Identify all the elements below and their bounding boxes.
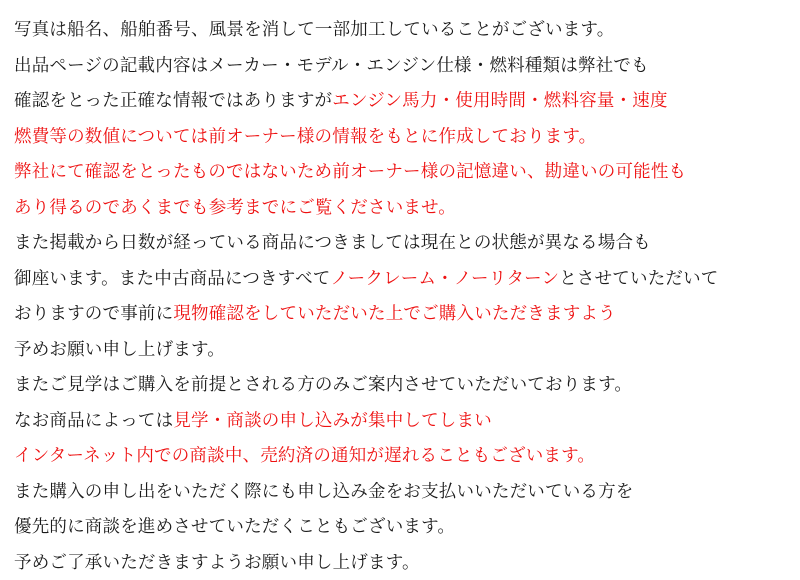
body-text: 写真は船名、船舶番号、風景を消して一部加工していることがございます。 — [14, 19, 614, 39]
emphasis-text: 燃費等の数値については前オーナー様の情報をもとに作成しております。 — [14, 126, 596, 146]
body-text: また購入の申し出をいただく際にも申し込み金をお支払いいただいている方を — [14, 481, 634, 501]
body-text: なお商品によっては — [14, 410, 173, 430]
notice-line — [14, 438, 786, 474]
notice-line — [14, 225, 786, 261]
body-text: 確認をとった正確な情報ではありますが — [14, 90, 332, 110]
body-text: 御座います。また中古商品につきすべて — [14, 268, 331, 288]
body-text: またご見学はご購入を前提とされる方のみご案内させていただいております。 — [14, 374, 632, 394]
notice-line — [14, 154, 786, 190]
body-text: とさせていただいて — [559, 268, 718, 288]
body-text: 予めご了承いただきますようお願い申し上げます。 — [14, 552, 420, 572]
notice-line — [14, 332, 786, 368]
notice-line — [14, 403, 786, 439]
body-text: 優先的に商談を進めさせていただくこともございます。 — [14, 516, 455, 536]
notice-line — [14, 261, 786, 297]
emphasis-text: 弊社にて確認をとったものではないため前オーナー様の記憶違い、勘違いの可能性も — [14, 161, 686, 181]
notice-line — [14, 509, 786, 545]
emphasis-text: インターネット内での商談中、売約済の通知が遅れることもございます。 — [14, 445, 595, 465]
body-text: 出品ページの記載内容はメーカー・モデル・エンジン仕様・燃料種類は弊社でも — [14, 55, 649, 75]
notice-line — [14, 12, 786, 48]
body-text: また掲載から日数が経っている商品につきましては現在との状態が異なる場合も — [14, 232, 651, 252]
emphasis-text: 現物確認をしていただいた上でご購入いただきますよう — [173, 303, 616, 323]
emphasis-text: あり得るのであくまでも参考までにご覧くださいませ。 — [14, 197, 456, 217]
notice-line — [14, 296, 786, 332]
notice-line — [14, 474, 786, 510]
notice-line — [14, 83, 786, 119]
body-text: おりますので事前に — [14, 303, 173, 323]
notice-line — [14, 545, 786, 580]
notice-line — [14, 119, 786, 155]
notice-line — [14, 367, 786, 403]
emphasis-text: エンジン馬力・使用時間・燃料容量・速度 — [332, 90, 667, 110]
notice-line — [14, 48, 786, 84]
notice-line — [14, 190, 786, 226]
emphasis-text: ノークレーム・ノーリターン — [331, 268, 560, 288]
emphasis-text: 見学・商談の申し込みが集中してしまい — [173, 410, 492, 430]
body-text: 予めお願い申し上げます。 — [14, 339, 225, 359]
